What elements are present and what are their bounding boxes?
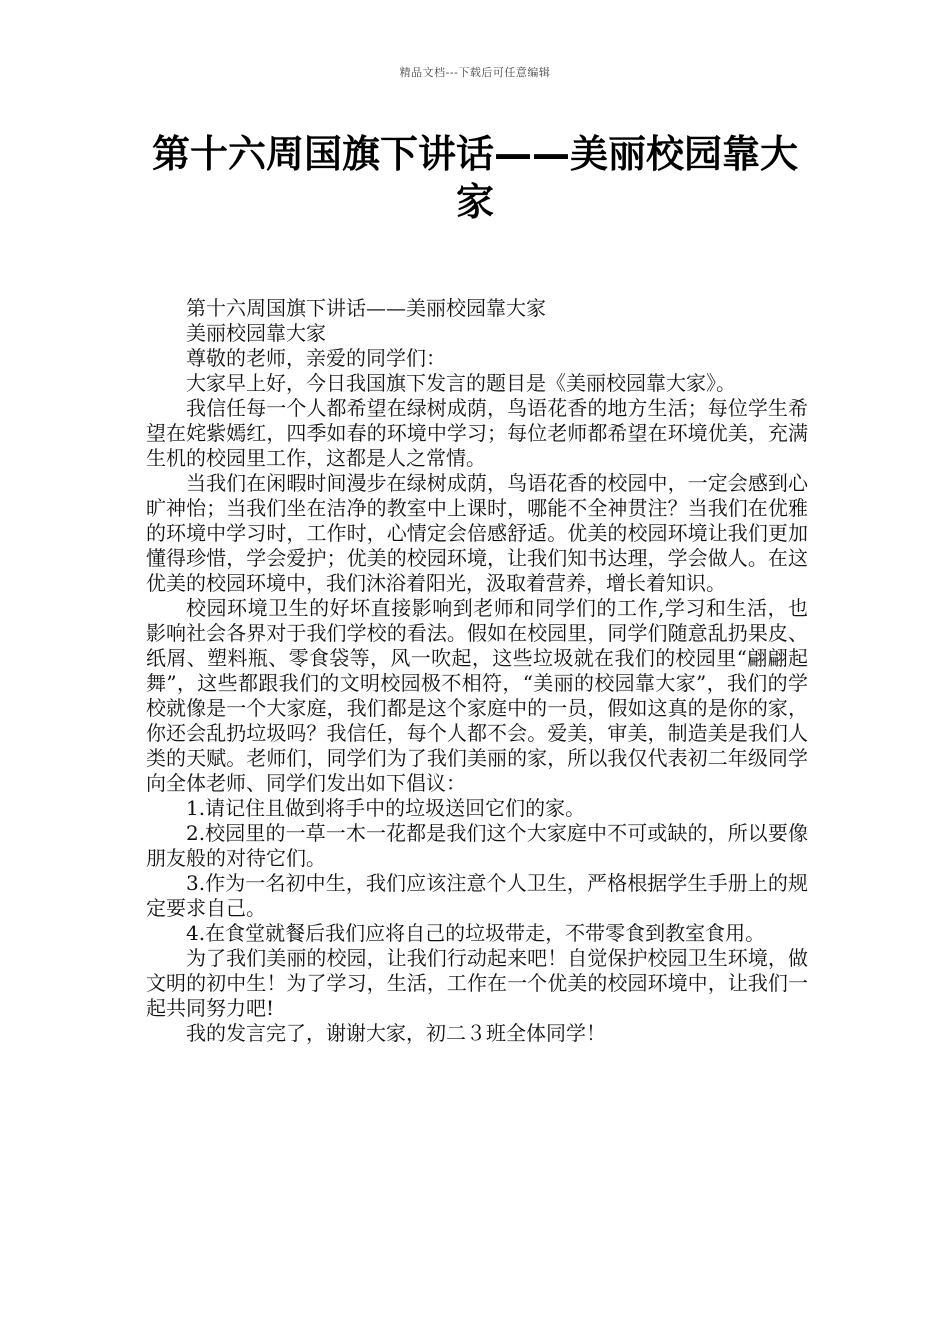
paragraph-body: 当我们在闲暇时间漫步在绿树成荫，鸟语花香的校园中，一定会感到心旷神怡；当我们坐在洁净的教室中上课时，哪能不全神贯注？当我们在优雅的环境中学习时，工作时，心情定会倍感舒适。优美的校园环境让我们更加懂得珍惜，学会爱护；优美的校园环境，让我们知书达理，学会做人。在这优美的校园环境中，我们沐浴着阳光，汲取着营养，增长着知识。 xyxy=(146,471,808,595)
header-note: 精品文档---下载后可任意编辑 xyxy=(399,66,551,79)
paragraph-closing: 为了我们美丽的校园，让我们行动起来吧！自觉保护校园卫生环境，做文明的初中生！为了学习，生活，工作在一个优美的校园环境中，让我们一起共同努力吧! xyxy=(146,946,808,1020)
proposal-item-3: 3.作为一名初中生，我们应该注意个人卫生，严格根据学生手册上的规定要求自己。 xyxy=(146,871,808,920)
paragraph-body: 校园环境卫生的好坏直接影响到老师和同学们的工作,学习和生活，也影响社会各界对于我们学校的看法。假如在校园里，同学们随意乱扔果皮、纸屑、塑料瓶、零食袋等，风一吹起，这些垃圾就在我们的校园里“翩翩起舞”，这些都跟我们的文明校园极不相符，“美丽的校园靠大家”，我们的学校就像是一个大家庭，我们都是这个家庭中的一员，假如这真的是你的家，你还会乱扔垃圾吗？我信任，每个人都不会。爱美，审美，制造美是我们人类的天赋。老师们，同学们为了我们美丽的家，所以我仅代表初二年级同学向全体老师、同学们发出如下倡议： xyxy=(146,596,808,795)
paragraph-body: 我信任每一个人都希望在绿树成荫，鸟语花香的地方生活；每位学生希望在姹紫嫣红，四季如春的环境中学习；每位老师都希望在环境优美，充满生机的校园里工作，这都是人之常情。 xyxy=(146,396,808,470)
paragraph-signoff: 我的发言完了，谢谢大家，初二３班全体同学！ xyxy=(186,1021,606,1045)
paragraph-subtitle-1: 第十六周国旗下讲话——美丽校园靠大家 xyxy=(186,296,546,320)
paragraph-salutation: 尊敬的老师，亲爱的同学们： xyxy=(186,346,446,370)
page-title: 第十六周国旗下讲话——美丽校园靠大家 xyxy=(151,132,798,224)
proposal-item-2: 2.校园里的一草一木一花都是我们这个大家庭中不可或缺的，所以要像朋友般的对待它们。 xyxy=(146,821,808,870)
proposal-item-4: 4.在食堂就餐后我们应将自己的垃圾带走，不带零食到教室食用。 xyxy=(186,921,766,945)
paragraph-greeting: 大家早上好，今日我国旗下发言的题目是《美丽校园靠大家》。 xyxy=(186,371,736,395)
document-body xyxy=(146,296,808,1046)
paragraph-subtitle-2: 美丽校园靠大家 xyxy=(186,321,326,345)
proposal-item-1: 1.请记住且做到将手中的垃圾送回它们的家。 xyxy=(186,796,586,820)
